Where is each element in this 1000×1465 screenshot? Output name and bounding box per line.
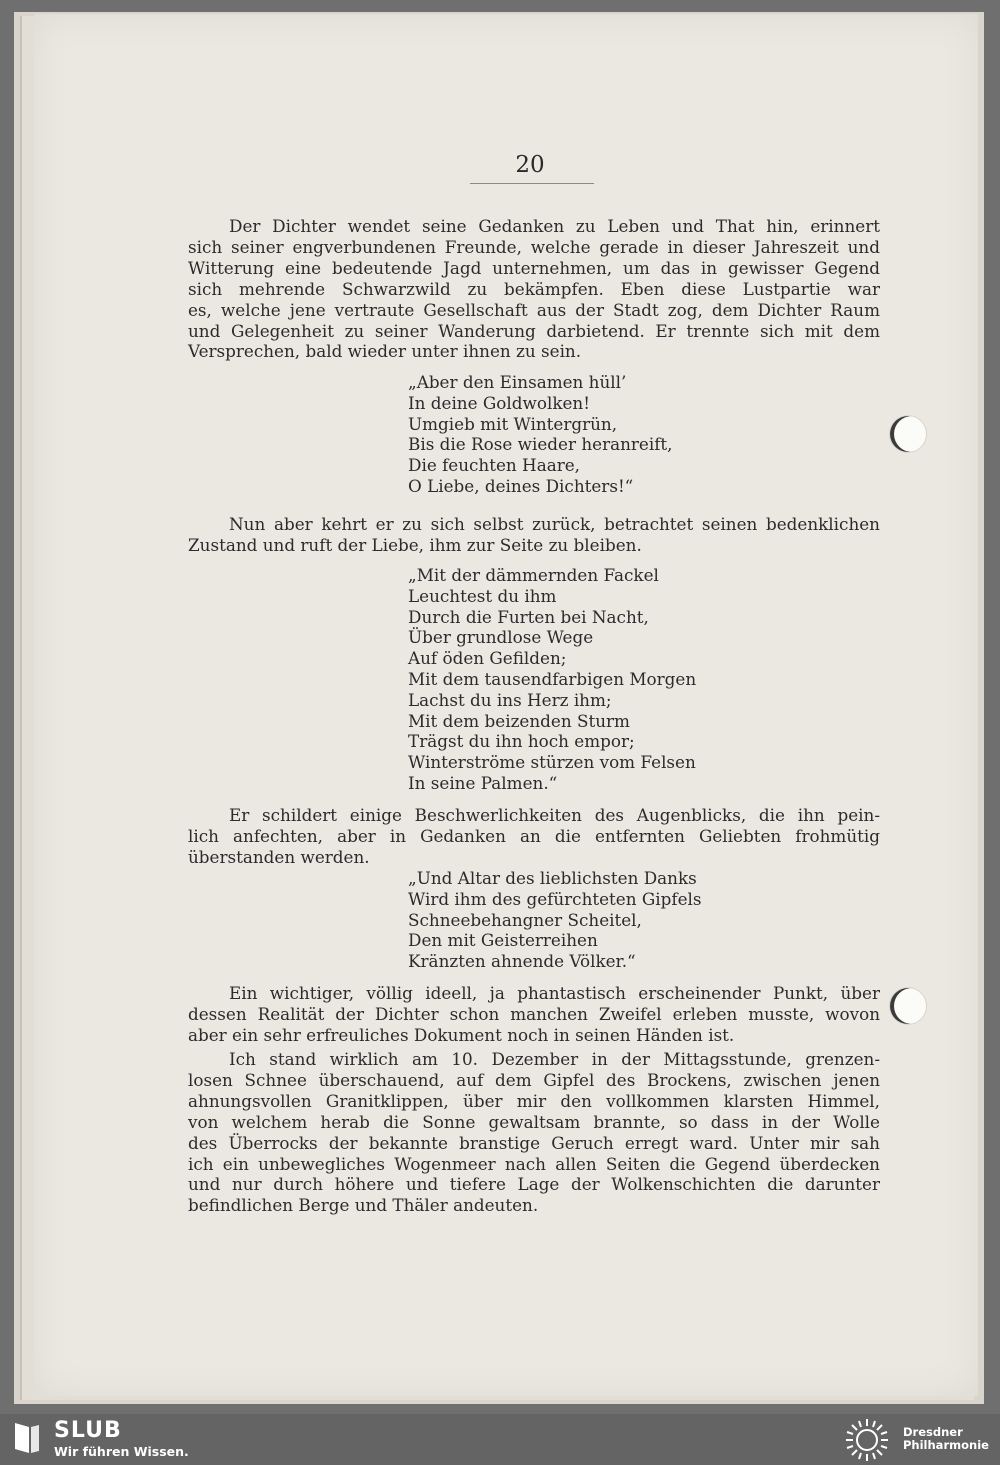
text-line: aber ein sehr erfreuliches Dokument noch in seinen Händen ist. [188, 1024, 735, 1045]
verse-line: Leuchtest du ihm [408, 585, 557, 606]
text-line: ich ein unbewegliches Wogenmeer nach allen Seiten die Gegend überdecken [188, 1153, 880, 1174]
verse-1 [408, 372, 748, 497]
text-line: Der Dichter wendet seine Gedanken zu Leben und That hin, erinnert [229, 216, 880, 236]
text-line: ahnungsvollen Granitklippen, über mir den vollkommen klarsten Himmel, [188, 1090, 880, 1111]
verse-2 [408, 565, 748, 794]
verse-line: Trägst du ihn hoch empor; [408, 731, 635, 752]
verse-line: Mit dem tausendfarbigen Morgen [408, 668, 697, 689]
text-line: sich mehrende Schwarzwild zu bekämpfen. Eben diese Lustpartie war [188, 278, 880, 299]
verse-line: Bis die Rose wieder heranreift, [408, 434, 673, 455]
verse-line: Lachst du ins Herz ihm; [408, 689, 612, 710]
verse-line: Schneebehangner Scheitel, [408, 909, 642, 930]
verse-line: Den mit Geisterreihen [408, 930, 598, 951]
verse-line: Über grundlose Wege [408, 627, 594, 648]
text-line: überstanden werden. [188, 846, 370, 867]
text-line: Zustand und ruft der Liebe, ihm zur Seite zu bleiben. [188, 534, 642, 555]
slub-tagline: Wir führen Wissen. [54, 1444, 189, 1459]
verse-line: Mit dem beizenden Sturm [408, 710, 630, 731]
verse-line: „Aber den Einsamen hüll’ [408, 372, 627, 392]
text-line: von welchem herab die Sonne gewaltsam brannte, so dass in der Wolle [188, 1111, 880, 1132]
header-rule [470, 183, 594, 184]
text-line: des Überrocks der bekannte branstige Geruch erregt ward. Unter mir sah [188, 1132, 880, 1153]
verse-line: O Liebe, deines Dichters!“ [408, 475, 634, 496]
slub-name: SLUB [54, 1418, 122, 1443]
verse-line: Durch die Furten bei Nacht, [408, 606, 649, 627]
partner-name-line: Dresdner [903, 1425, 963, 1439]
text-line: und Gelegenheit zu seiner Wanderung darbietend. Er trennte sich mit dem [188, 320, 880, 341]
text-line: losen Schnee überschauend, auf dem Gipfel des Brockens, zwischen jenen [188, 1069, 880, 1090]
punch-hole-icon [890, 416, 926, 452]
text-line: Er schildert einige Beschwerlichkeiten des Augenblicks, die ihn pein- [229, 805, 880, 825]
text-line: dessen Realität der Dichter schon manchen Zweifel erleben musste, wovon [188, 1003, 880, 1024]
text-line: sich seiner engverbundenen Freunde, welche gerade in dieser Jahreszeit und [188, 236, 880, 257]
verse-line: Wird ihm des gefürchteten Gipfels [408, 888, 702, 909]
verse-line: In seine Palmen.“ [408, 772, 558, 793]
text-line: Witterung eine bedeutende Jagd unternehmen, um das in gewisser Gegend [188, 257, 880, 278]
philharmonie-logo-icon [842, 1417, 892, 1463]
verse-line: Umgieb mit Wintergrün, [408, 413, 618, 434]
partner-name [903, 1426, 989, 1452]
paragraph-2 [188, 514, 880, 556]
footer-bar [0, 1414, 1000, 1465]
verse-line: „Und Altar des lieblichsten Danks [408, 868, 697, 888]
punch-hole-icon [890, 988, 926, 1024]
verse-line: „Mit der dämmernden Fackel [408, 565, 659, 585]
text-line: Ein wichtiger, völlig ideell, ja phantastisch erscheinender Punkt, über [229, 983, 880, 1003]
paragraph-4 [188, 983, 880, 1046]
text-line: Versprechen, bald wieder unter ihnen zu sein. [188, 341, 582, 362]
verse-line: Winterströme stürzen vom Felsen [408, 752, 696, 773]
paragraph-1 [188, 216, 880, 362]
paragraph-5 [188, 1049, 880, 1216]
text-line: Ich stand wirklich am 10. Dezember in der Mittagsstunde, grenzen- [229, 1049, 880, 1069]
page-number: 20 [515, 152, 545, 178]
text-line: es, welche jene vertraute Gesellschaft aus der Stadt zog, dem Dichter Raum [188, 299, 880, 320]
paragraph-3 [188, 805, 880, 868]
text-line: Nun aber kehrt er zu sich selbst zurück, betrachtet seinen bedenklichen [229, 514, 880, 534]
verse-line: Auf öden Gefilden; [408, 648, 567, 669]
verse-3 [408, 868, 748, 972]
text-line: befindlichen Berge und Thäler andeuten. [188, 1195, 539, 1216]
text-line: und nur durch höhere und tiefere Lage der Wolkenschichten die darunter [188, 1174, 880, 1195]
slub-logo-icon [12, 1420, 42, 1456]
verse-line: Kränzten ahnende Völker.“ [408, 951, 636, 972]
text-line: lich anfechten, aber in Gedanken an die entfernten Geliebten frohmütig [188, 825, 880, 846]
verse-line: In deine Goldwolken! [408, 392, 590, 413]
verse-line: Die feuchten Haare, [408, 455, 580, 476]
partner-name-line: Philharmonie [903, 1438, 989, 1452]
